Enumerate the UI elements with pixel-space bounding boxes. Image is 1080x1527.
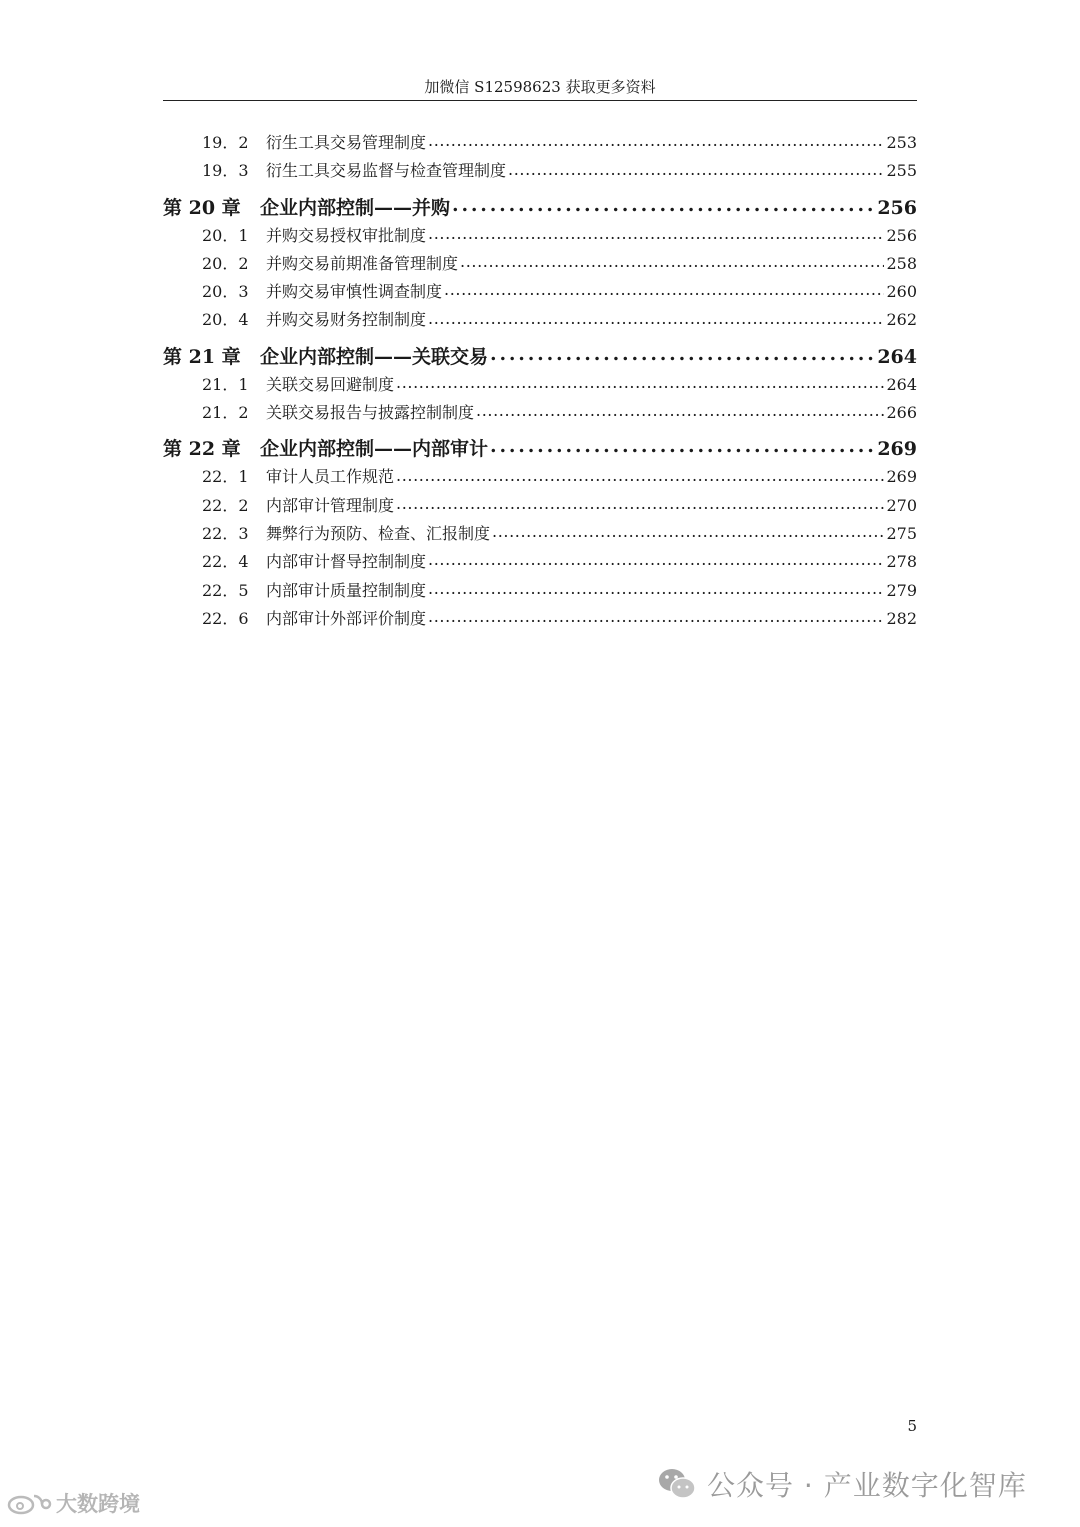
toc-entry-number: 22．6 [202,608,249,628]
toc-entry-number: 20．3 [202,282,249,302]
toc-leader-dots [396,495,884,511]
toc-entry-title: 内部审计管理制度 [266,495,395,515]
weibo-icon [6,1490,52,1516]
toc-entry-page: 256 [877,196,917,219]
toc-entry-number: 22．5 [202,580,249,600]
toc-entry-title: 并购交易授权审批制度 [266,225,427,245]
toc-entry-number: 21．1 [202,374,249,394]
toc-leader-dots [492,523,884,539]
toc-entry-title: 并购交易审慎性调查制度 [266,282,443,302]
toc-section-row[interactable] [163,130,917,158]
toc-entry-title: 内部审计督导控制制度 [266,552,427,572]
toc-section-row[interactable] [163,549,917,577]
toc-entry-page: 256 [886,225,917,245]
toc-entry-page: 264 [886,374,917,394]
toc-entry-number: 22．2 [202,495,249,515]
toc-entry-page: 264 [877,345,917,368]
toc-leader-dots [396,374,884,390]
toc-leader-dots [428,225,884,241]
toc-section-row[interactable] [163,578,917,606]
wechat-icon [657,1467,697,1501]
toc-entry-page: 269 [886,467,917,487]
toc-section-row[interactable] [163,521,917,549]
toc-entry-page: 255 [886,161,917,181]
toc-entry-number: 第 21 章 [163,345,241,368]
toc-entry-title: 舞弊行为预防、检查、汇报制度 [266,523,491,543]
watermark-weibo-text: 大数跨境 [56,1492,140,1516]
toc-leader-dots [428,309,884,325]
toc-entry-page: 260 [886,282,917,302]
toc-entry-page: 269 [877,438,917,461]
toc-section-row[interactable] [163,372,917,400]
toc-leader-dots [428,132,884,148]
toc-entry-number: 22．1 [202,467,249,487]
toc-entry-number: 20．1 [202,225,249,245]
toc-entry-title: 衍生工具交易管理制度 [266,133,427,152]
toc-entry-number: 第 22 章 [163,438,241,461]
toc-section-row[interactable] [163,279,917,307]
toc-entry-title: 衍生工具交易监督与检查管理制度 [266,161,507,181]
toc-entry-page: 258 [886,253,917,273]
toc-entry-title: 企业内部控制——并购 [260,196,451,219]
watermark-wechat [657,1462,1027,1506]
toc-entry-page: 253 [886,133,917,152]
toc-chapter-row[interactable] [163,193,917,223]
toc-leader-dots [476,402,884,418]
toc-chapter-row[interactable] [163,434,917,464]
toc-section-row[interactable] [163,493,917,521]
toc-entry-title: 内部审计质量控制制度 [266,580,427,600]
toc-entry-page: 262 [886,310,917,330]
toc-section-row[interactable] [163,606,917,634]
toc-entry-title: 关联交易报告与披露控制制度 [266,403,475,423]
toc-entry-title: 内部审计外部评价制度 [266,608,427,628]
toc-leader-dots [428,551,884,567]
toc-leader-dots [444,281,884,297]
toc-section-row[interactable] [163,158,917,186]
header-text: 加微信 S12598623 获取更多资料 [424,78,656,96]
toc-entry-title: 关联交易回避制度 [266,374,395,394]
toc-entry-number: 第 20 章 [163,196,241,219]
table-of-contents [163,130,917,634]
toc-entry-number: 19．2 [202,133,249,152]
toc-entry-title: 并购交易前期准备管理制度 [266,253,459,273]
toc-entry-title: 并购交易财务控制制度 [266,310,427,330]
toc-leader-dots [460,253,884,269]
toc-section-row[interactable] [163,251,917,279]
toc-section-row[interactable] [163,223,917,251]
toc-section-row[interactable] [163,307,917,335]
toc-leader-dots [508,160,884,176]
watermark-weibo [6,1488,140,1518]
toc-entry-title: 企业内部控制——内部审计 [260,438,489,461]
page-number: 5 [907,1417,917,1435]
toc-entry-number: 22．3 [202,523,249,543]
toc-entry-title: 审计人员工作规范 [266,467,395,487]
toc-leader-dots [490,436,875,455]
toc-entry-number: 21．2 [202,403,249,423]
toc-entry-page: 275 [886,523,917,543]
toc-entry-page: 279 [886,580,917,600]
toc-section-row[interactable] [163,464,917,492]
toc-entry-page: 270 [886,495,917,515]
toc-entry-page: 266 [886,403,917,423]
toc-leader-dots [490,344,875,363]
toc-leader-dots [428,608,884,624]
toc-leader-dots [452,195,875,214]
toc-entry-page: 278 [886,552,917,572]
watermark-wechat-text: 公众号 · 产业数字化智库 [707,1469,1027,1502]
page-header [163,74,917,101]
toc-leader-dots [428,580,884,596]
toc-entry-number: 20．4 [202,310,249,330]
toc-entry-number: 22．4 [202,552,249,572]
toc-entry-number: 20．2 [202,253,249,273]
toc-section-row[interactable] [163,400,917,428]
toc-chapter-row[interactable] [163,342,917,372]
toc-entry-number: 19．3 [202,161,249,181]
toc-entry-page: 282 [886,608,917,628]
toc-leader-dots [396,466,884,482]
toc-entry-title: 企业内部控制——关联交易 [260,345,489,368]
